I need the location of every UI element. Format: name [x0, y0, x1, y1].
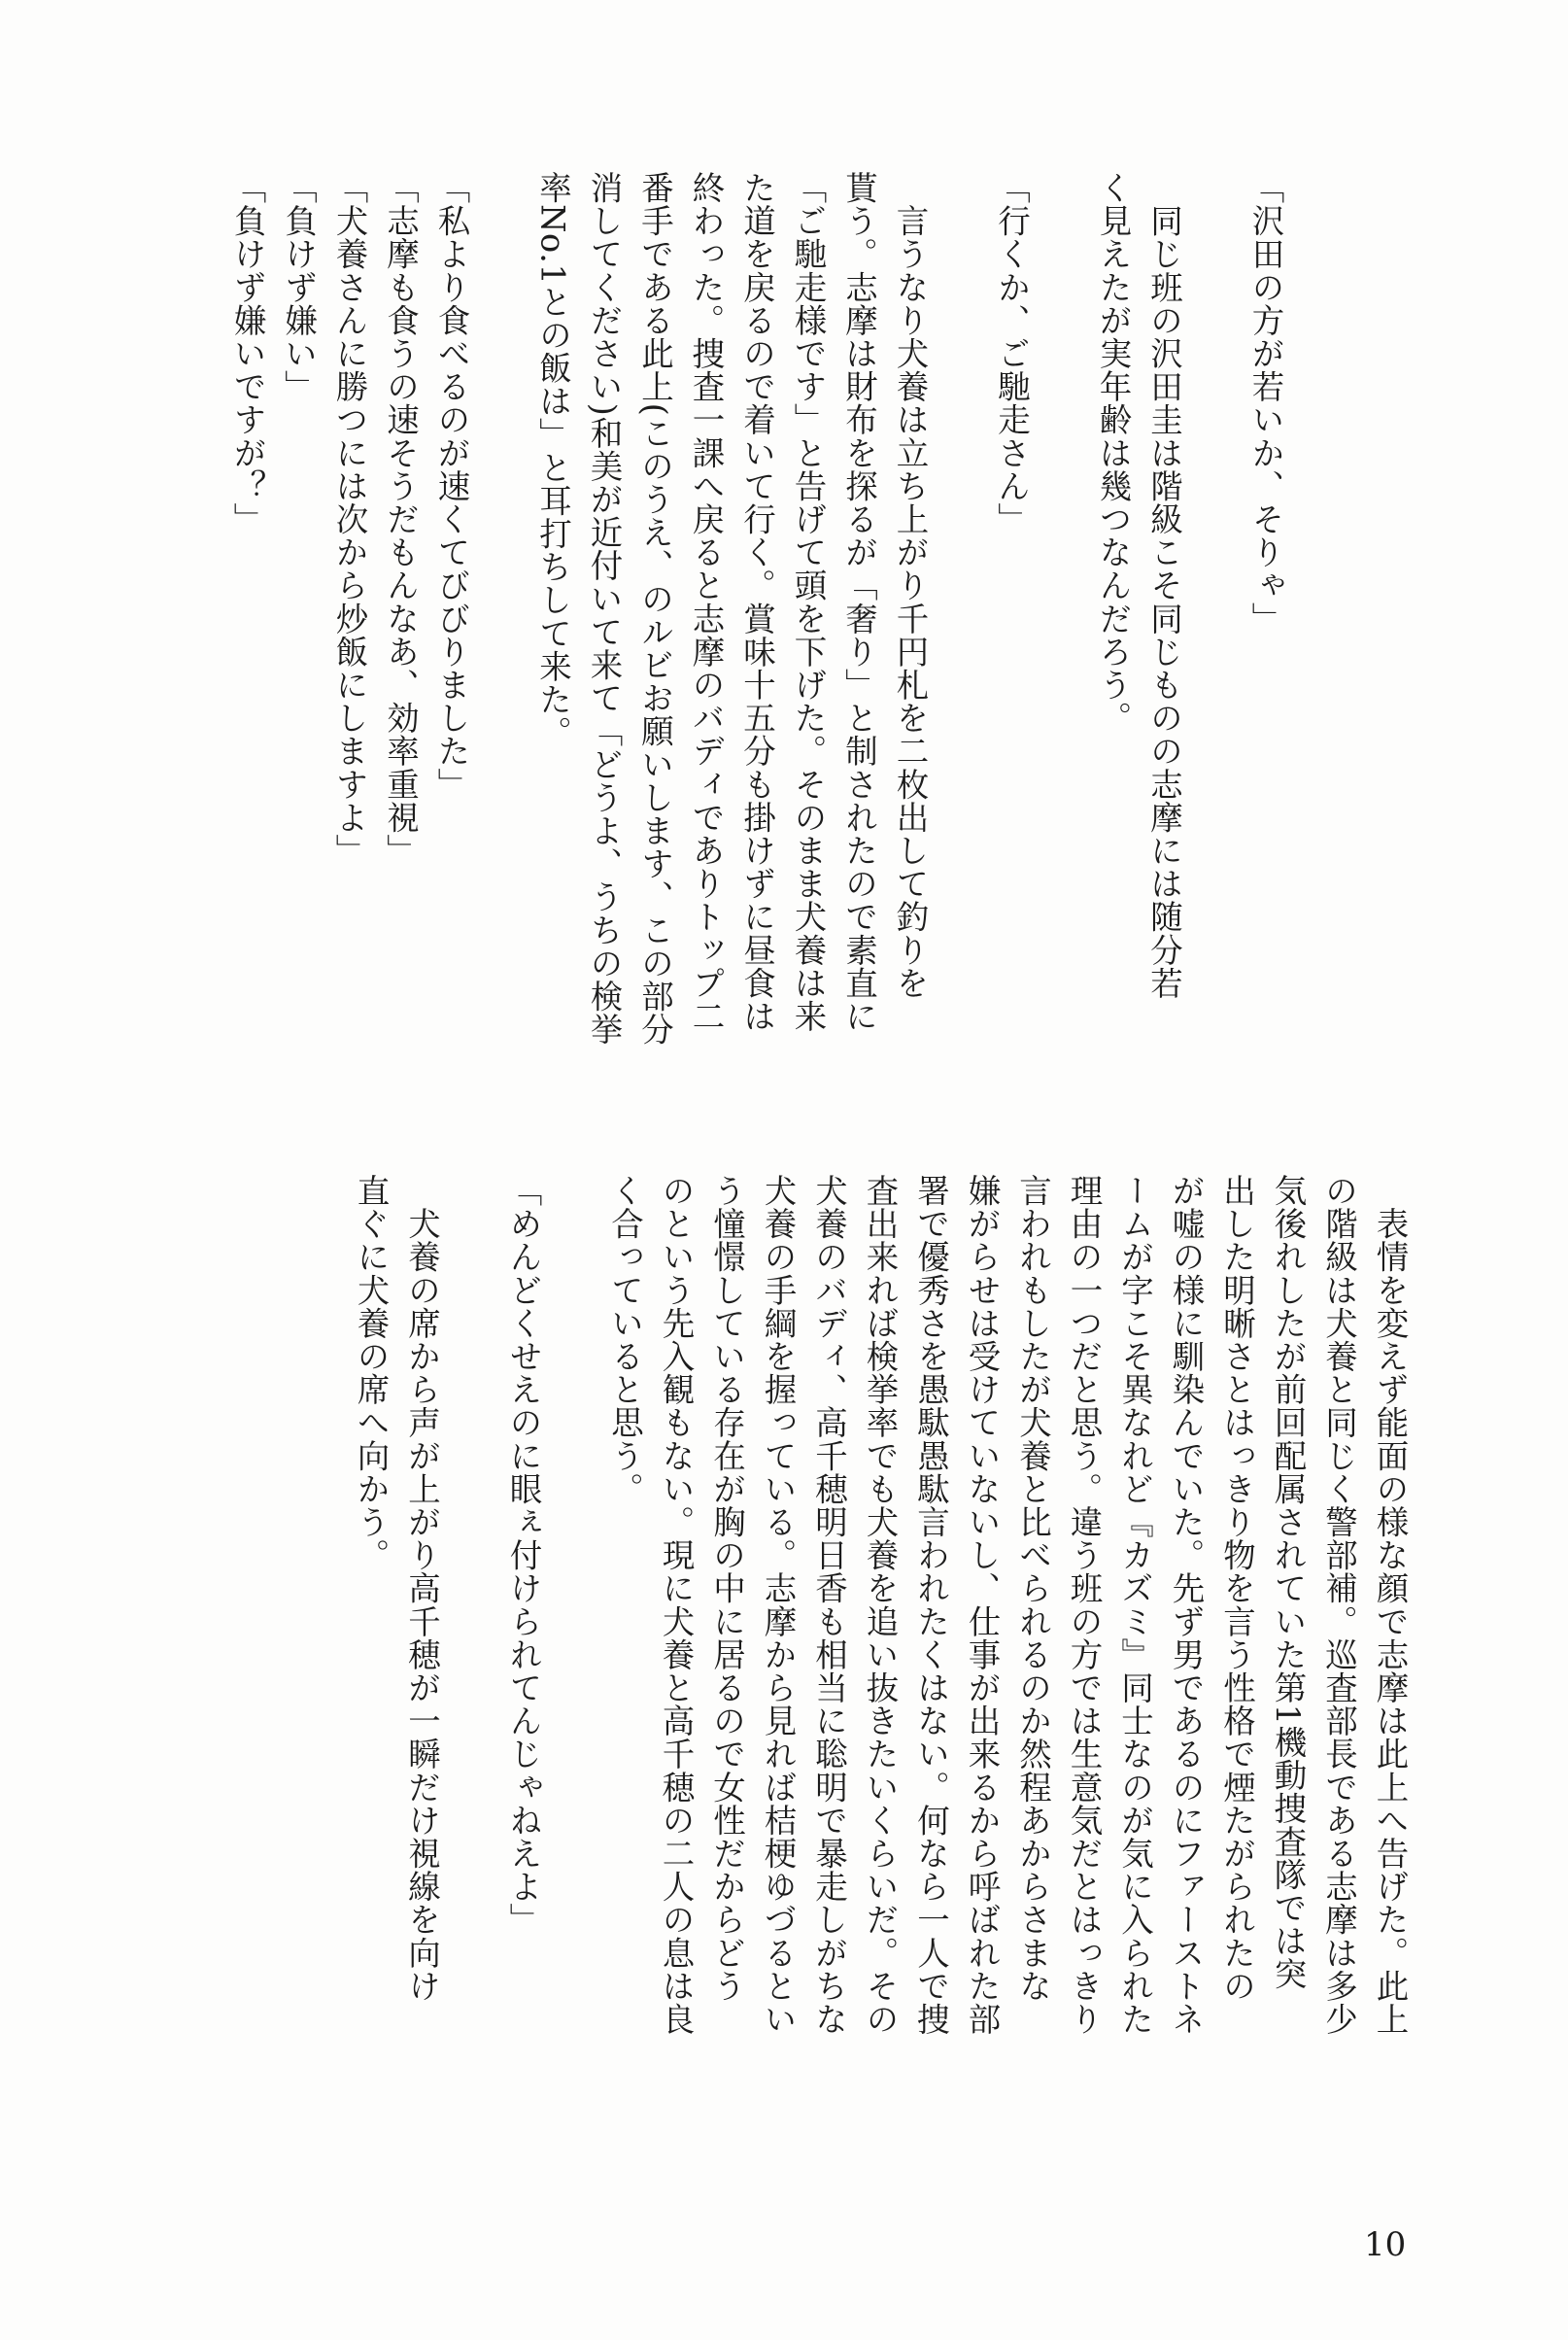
text-line: が嘘の様に馴染んでいた。先ず男であるのにファーストネ — [1167, 1174, 1205, 2036]
text-line: 同じ班の沢田圭は階級こそ同じものの志摩には随分若 — [1144, 171, 1183, 1000]
text-line: 貰う。志摩は財布を探るが「奢り」と制されたので素直に — [839, 171, 878, 1033]
text-line: 気後れしたが前回配属されていた第1機動捜査隊では突 — [1269, 1174, 1307, 1991]
text-line: の階級は犬養と同じく警部補。巡査部長である志摩は多少 — [1319, 1174, 1358, 2036]
blank-line — [1037, 171, 1087, 1172]
blank-line — [476, 171, 527, 1172]
text-line: 「負けず嫌いですが？」 — [228, 171, 266, 536]
lower-text-block — [258, 1174, 1415, 2175]
text-line: 「犬養さんに勝つには次から炒飯にしますよ」 — [330, 171, 368, 868]
text-line: く見えたが実年齢は幾つなんだろう。 — [1094, 171, 1132, 735]
upper-text-block — [228, 171, 1290, 1172]
text-line: 直ぐに犬養の席へ向かう。 — [352, 1174, 390, 1572]
blank-line — [935, 171, 985, 1172]
text-line: 消してください)和美が近付いて来て「どうよ、うちの検挙 — [585, 171, 623, 1047]
text-line: 「志摩も食うの速そうだもんなあ、効率重視」 — [381, 171, 420, 868]
text-line: 犬養の手綱を握っている。志摩から見れば桔梗ゆづるとい — [759, 1174, 797, 2036]
text-line: ームが字こそ異なれど『カズミ』同士なのが気に入られた — [1115, 1174, 1154, 2036]
text-line: 査出来れば検挙率でも犬養を追い抜きたいくらいだ。その — [861, 1174, 899, 2036]
text-line: 番手である此上(このうえ、のルビお願いします、この部分 — [635, 171, 674, 1047]
text-line: く合っていると思う。 — [605, 1174, 644, 1505]
text-line: 犬養の席から声が上がり高千穂が一瞬だけ視線を向け — [402, 1174, 441, 2003]
text-line: 「負けず嫌い」 — [279, 171, 318, 403]
blank-line — [1189, 171, 1240, 1172]
text-line: う憧憬している存在が胸の中に居るので女性だからどう — [707, 1174, 746, 2003]
text-line: た道を戻るので着いて行く。賞味十五分も掛けずに昼食は — [737, 171, 776, 1033]
text-line: 「沢田の方が若いか、そりゃ」 — [1246, 171, 1284, 636]
text-line: 犬養のバディ、高千穂明日香も相当に聡明で暴走しがちな — [809, 1174, 848, 2036]
page-number: 10 — [1364, 2225, 1407, 2264]
text-line: 嫌がらせは受けていないし、仕事が出来るから呼ばれた部 — [963, 1174, 1001, 2036]
blank-line — [447, 1174, 497, 2175]
text-line: 言われもしたが犬養と比べられるのか然程あからさまな — [1013, 1174, 1052, 2003]
text-line: 率No.1との飯は」と耳打ちして来た。 — [533, 171, 572, 749]
text-line: 理由の一つだと思う。違う班の方では生意気だとはっきり — [1065, 1174, 1103, 2036]
text-line: 終わった。捜査一課へ戻ると志摩のバディでありトップ二 — [687, 171, 725, 1033]
text-line: 表情を変えず能面の様な顔で志摩は此上へ告げた。此上 — [1371, 1174, 1409, 2036]
blank-line — [548, 1174, 598, 2175]
text-line: 言うなり犬養は立ち上がり千円札を二枚出して釣りを — [891, 171, 929, 1000]
text-line: 「行くか、ご馳走さん」 — [992, 171, 1031, 536]
text-line: 出した明晰さとはっきり物を言う性格で煙たがられたの — [1217, 1174, 1256, 2003]
text-line: 「ご馳走様です」と告げて頭を下げた。そのまま犬養は来 — [789, 171, 827, 1033]
text-line: 「私より食べるのが速くてびびりました」 — [432, 171, 470, 801]
text-line: 署で優秀さを愚駄愚駄言われたくはない。何なら一人で捜 — [911, 1174, 950, 2036]
text-line: のという先入観もない。現に犬養と高千穂の二人の息は良 — [657, 1174, 695, 2036]
text-line: 「めんどくせえのに眼ぇ付けられてんじゃねえよ」 — [504, 1174, 542, 1937]
